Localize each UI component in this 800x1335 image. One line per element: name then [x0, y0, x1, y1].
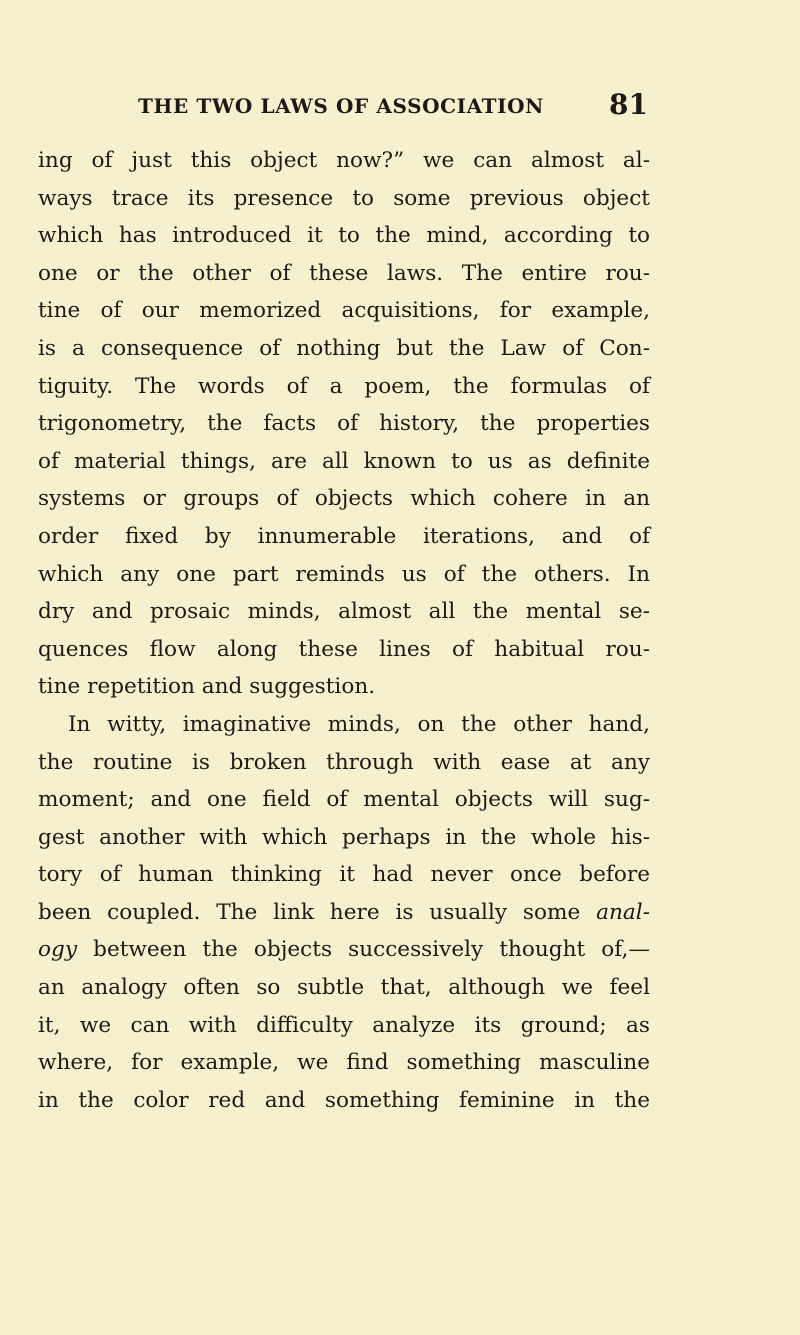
page-number: 81 [609, 88, 648, 121]
text-line: quences flow along these lines of habitual rou- [38, 636, 650, 662]
running-title: THE TWO LAWS OF ASSOCIATION [138, 94, 544, 118]
text-line: trigonometry, the facts of history, the properties [38, 411, 650, 437]
text-line: systems or groups of objects which cohere in an [38, 486, 650, 512]
text-line: is a consequence of nothing but the Law of Con- [38, 335, 650, 361]
text-line: tiguity. The words of a poem, the formulas of [38, 373, 650, 399]
text-line: which has introduced it to the mind, according to [38, 223, 650, 249]
text-line: of material things, are all known to us as definite [38, 448, 650, 474]
running-head [38, 88, 648, 128]
text-line: where, for example, we find something masculine [38, 1050, 650, 1076]
italic-word: anal- [596, 899, 650, 925]
text-line: the routine is broken through with ease at any [38, 749, 650, 775]
text-line-with-italic [38, 931, 650, 969]
text-line: which any one part reminds us of the others. In [38, 561, 650, 587]
text-line: one or the other of these laws. The entire rou- [38, 260, 650, 286]
text-line: tine of our memorized acquisitions, for example, [38, 298, 650, 324]
text-line: tory of human thinking it had never once before [38, 862, 650, 888]
text-line: moment; and one field of mental objects will sug- [38, 787, 650, 813]
body-text [38, 142, 650, 1119]
text-span: between the objects successively thought of,— [93, 937, 650, 963]
text-line: in the color red and something feminine in the [38, 1087, 650, 1113]
text-line: an analogy often so subtle that, although we feel [38, 975, 650, 1001]
text-line: ing of just this object now?” we can almost al- [38, 148, 650, 173]
text-line: dry and prosaic minds, almost all the mental se- [38, 599, 650, 625]
text-line: gest another with which perhaps in the whole his- [38, 824, 650, 850]
italic-word: ogy [38, 937, 78, 963]
text-span: been coupled. The link here is usually some [38, 899, 581, 925]
text-line: it, we can with difficulty analyze its ground; as [38, 1012, 650, 1038]
paragraph-first-line: In witty, imaginative minds, on the other hand, [68, 711, 650, 737]
text-line: order fixed by innumerable iterations, and of [38, 523, 650, 549]
text-line: ways trace its presence to some previous object [38, 185, 650, 211]
text-line-with-italic [38, 894, 650, 932]
text-line: tine repetition and suggestion. [38, 674, 376, 700]
